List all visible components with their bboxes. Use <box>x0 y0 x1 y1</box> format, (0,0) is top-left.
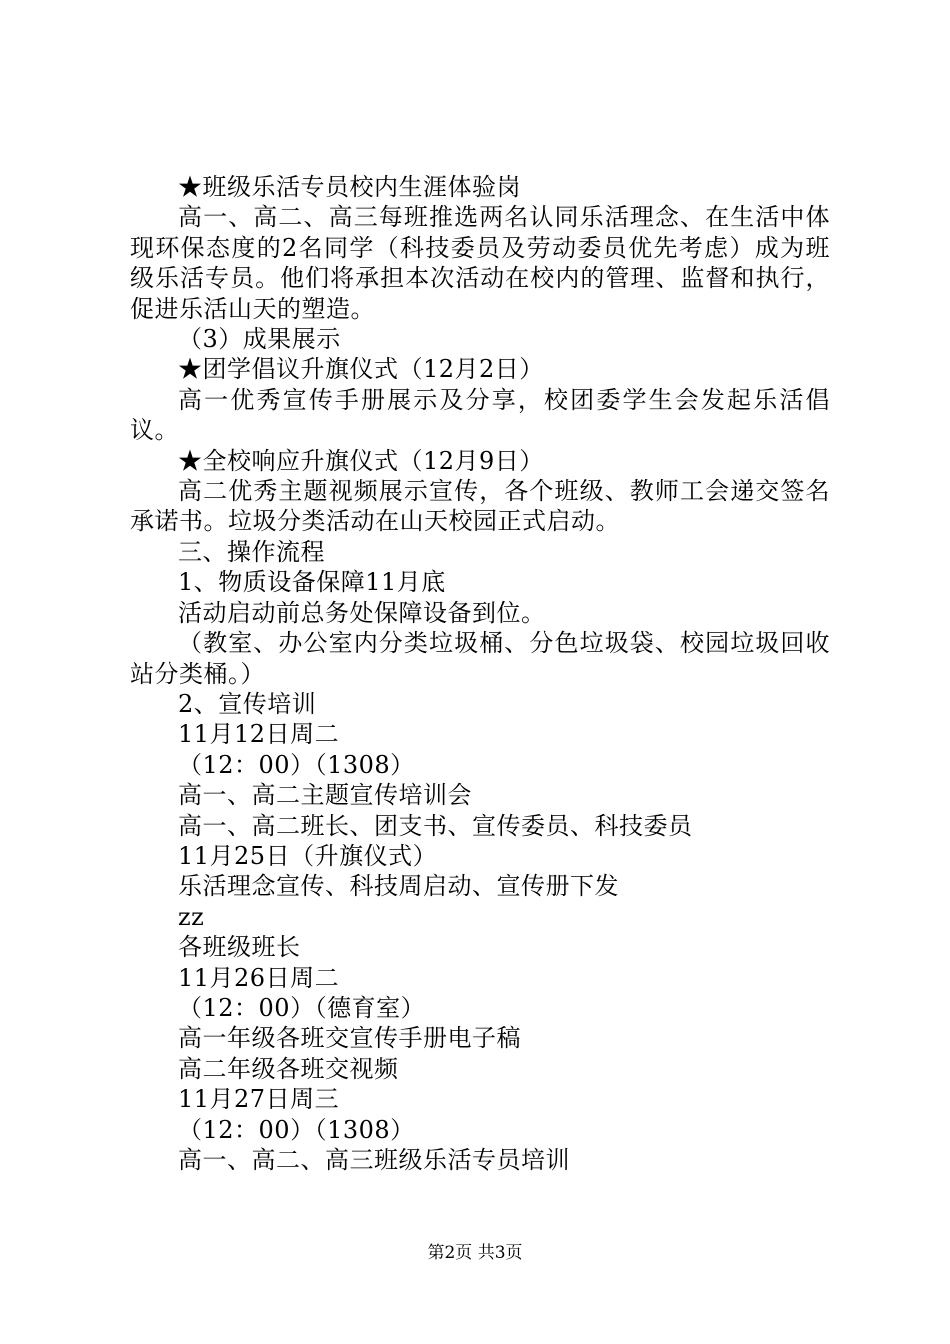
schedule-item: 高一、高二、高三班级乐活专员培训 <box>178 1146 570 1174</box>
schedule-date: 11月27日周三 <box>178 1085 340 1114</box>
section-heading: ★团学倡议升旗仪式（12月2日） <box>178 355 544 384</box>
subsection-heading: 2、宣传培训 <box>178 689 317 718</box>
text-line: zz <box>178 902 205 931</box>
section-heading: ★班级乐活专员校内生涯体验岗 <box>178 173 521 201</box>
subsection-heading: 1、物质设备保障11月底 <box>178 568 446 597</box>
schedule-time-place: （12：00）（1308） <box>178 750 415 779</box>
schedule-time-place: （12：00）（1308） <box>178 1115 415 1144</box>
schedule-item: 高一、高二主题宣传培训会 <box>178 781 472 810</box>
paragraph: 高一优秀宣传手册展示及分享，校团委学生会发起乐活倡议。 <box>130 385 830 445</box>
document-body <box>130 172 830 1175</box>
section-heading: ★全校响应升旗仪式（12月9日） <box>178 446 544 475</box>
paragraph: （教室、办公室内分类垃圾桶、分色垃圾袋、校园垃圾回收站分类桶。） <box>130 629 830 688</box>
schedule-item: 高二年级各班交视频 <box>178 1054 399 1083</box>
schedule-item: 乐活理念宣传、科技周启动、宣传册下发 <box>178 872 619 901</box>
section-heading: 三、操作流程 <box>178 537 325 566</box>
schedule-participants: 各班级班长 <box>178 933 301 962</box>
text-line: 活动启动前总务处保障设备到位。 <box>178 598 546 627</box>
schedule-date: 11月26日周二 <box>178 963 340 992</box>
schedule-item: 高一年级各班交宣传手册电子稿 <box>178 1024 521 1053</box>
paragraph: 高二优秀主题视频展示宣传，各个班级、教师工会递交签名承诺书。垃圾分类活动在山天校园正式启动。 <box>130 477 830 536</box>
page-number: 第2页 共3页 <box>427 1243 523 1263</box>
schedule-participants: 高一、高二班长、团支书、宣传委员、科技委员 <box>178 811 693 840</box>
paragraph: 高一、高二、高三每班推选两名认同乐活理念、在生活中体现环保态度的2名同学（科技委员及劳动委员优先考虑）成为班级乐活专员。他们将承担本次活动在校内的管理、监督和执行，促进乐活山天的塑造。 <box>130 203 830 323</box>
schedule-date: 11月12日周二 <box>178 720 340 749</box>
schedule-date: 11月25日（升旗仪式） <box>178 841 438 870</box>
schedule-time-place: （12：00）（德育室） <box>178 993 426 1022</box>
section-heading: （3）成果展示 <box>178 325 341 354</box>
